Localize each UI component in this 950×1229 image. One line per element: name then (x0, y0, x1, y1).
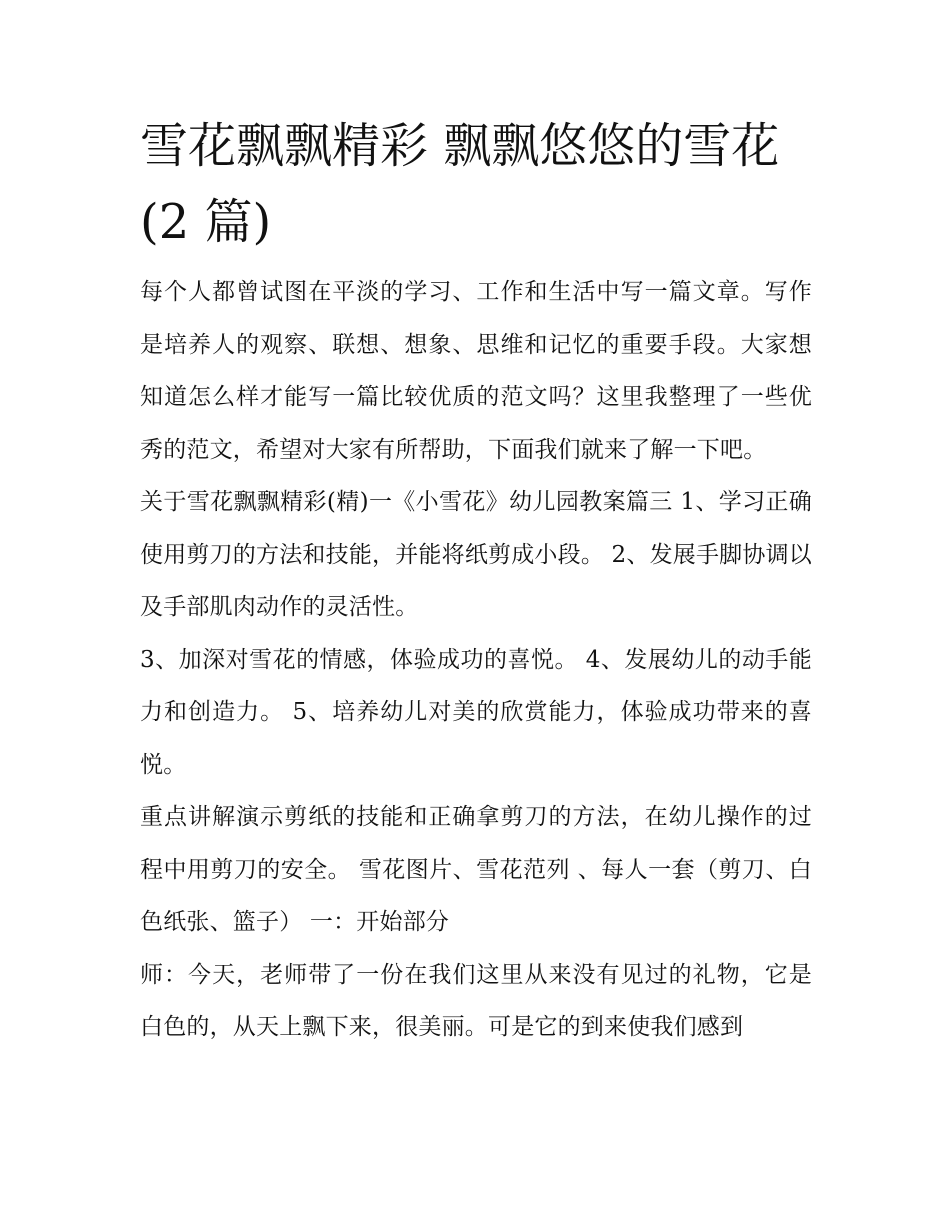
paragraph-intro: 每个人都曾试图在平淡的学习、工作和生活中写一篇文章。写作是培养人的观察、联想、想象、思维和记忆的重要手段。大家想知道怎么样才能写一篇比较优质的范文吗？这里我整理了一些优秀的范文，希望对大家有所帮助，下面我们就来了解一下吧。 (140, 279, 812, 463)
document-page (140, 108, 812, 1054)
paragraph-key-points: 重点讲解演示剪纸的技能和正确拿剪刀的方法，在幼儿操作的过程中用剪刀的安全。 雪花图片、雪花范列 、每人一套（剪刀、白色纸张、篮子） 一：开始部分 (140, 804, 812, 935)
paragraph-objectives-2: 3、加深对雪花的情感，体验成功的喜悦。 4、发展幼儿的动手能力和创造力。 5、培养幼儿对美的欣赏能力，体验成功带来的喜悦。 (140, 646, 812, 778)
paragraph-teacher-speech: 师：今天，老师带了一份在我们这里从来没有见过的礼物，它是白色的，从天上飘下来，很美丽。可是它的到来使我们感到 (140, 961, 812, 1040)
document-title-line-1: 雪花飘飘精彩 飘飘悠悠的雪花 (140, 118, 780, 174)
document-title-line-2: (2 篇) (140, 194, 272, 250)
title-block (140, 108, 812, 260)
paragraph-objectives-1: 关于雪花飘飘精彩(精)一《小雪花》幼儿园教案篇三 1、学习正确使用剪刀的方法和技能，并能将纸剪成小段。 2、发展手脚协调以及手部肌肉动作的灵活性。 (140, 489, 812, 620)
